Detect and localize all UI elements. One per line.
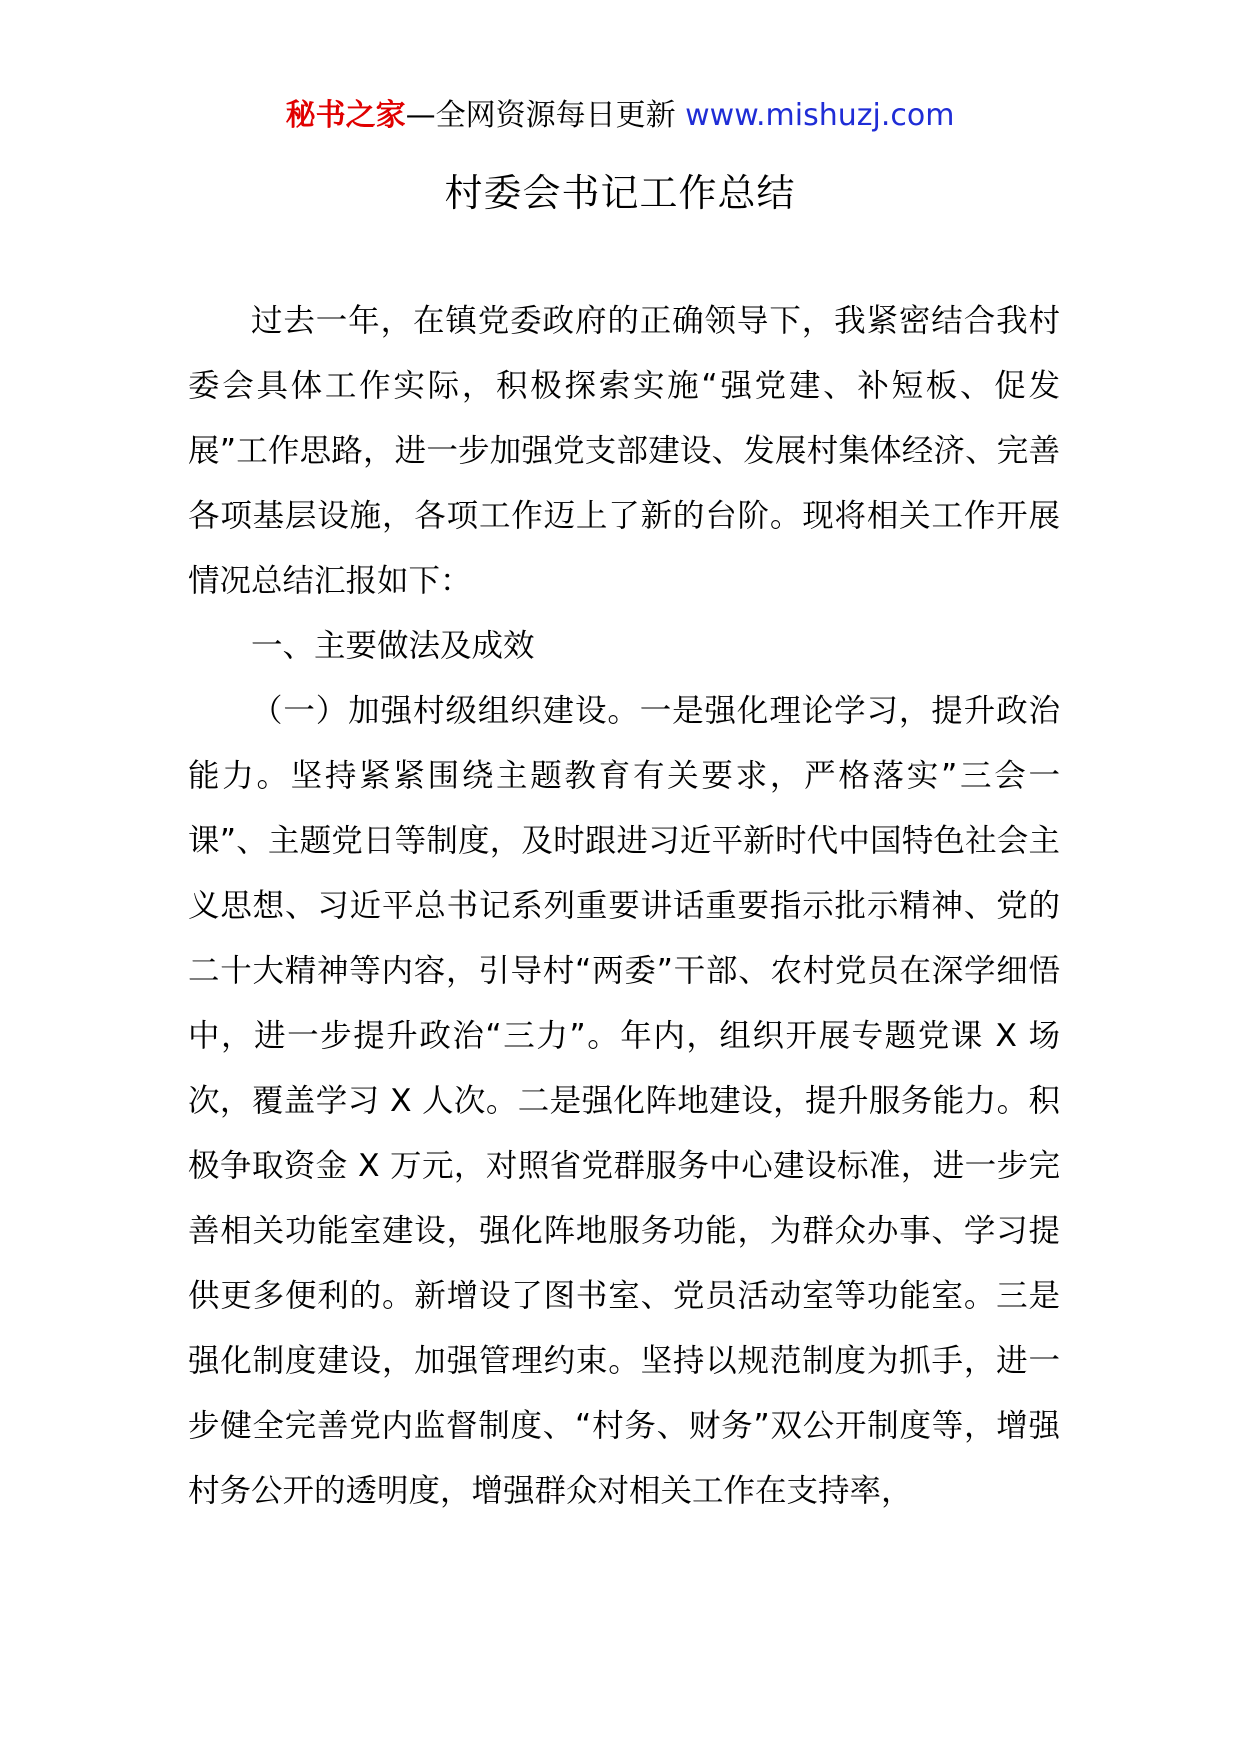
- site-brand: 秘书之家: [285, 98, 406, 133]
- document-body: [188, 289, 1060, 1524]
- body-paragraph: （一）加强村级组织建设。一是强化理论学习，提升政治能力。坚持紧紧围绕主题教育有关要求，严格落实”三会一课”、主题党日等制度，及时跟进习近平新时代中国特色社会主义思想、习近平总书记系列重要讲话重要指示批示精神、党的二十大精神等内容，引导村“两委”干部、农村党员在深学细悟中，进一步提升政治“三力”。年内，组织开展专题党课 X 场次，覆盖学习 X 人次。二是强化阵地建设，提升服务能力。积极争取资金 X 万元，对照省党群服务中心建设标准，进一步完善相关功能室建设，强化阵地服务功能，为群众办事、学习提供更多便利的。新增设了图书室、党员活动室等功能室。三是强化制度建设，加强管理约束。坚持以规范制度为抓手，进一步健全完善党内监督制度、“村务、财务”双公开制度等，增强村务公开的透明度，增强群众对相关工作在支持率，: [188, 693, 1060, 1509]
- site-header: [0, 96, 1240, 136]
- site-tagline: —全网资源每日更新: [405, 98, 686, 133]
- intro-paragraph: 过去一年，在镇党委政府的正确领导下，我紧密结合我村委会具体工作实际，积极探索实施“强党建、补短板、促发展”工作思路，进一步加强党支部建设、发展村集体经济、完善各项基层设施，各项工作迈上了新的台阶。现将相关工作开展情况总结汇报如下：: [188, 303, 1060, 599]
- document-title: 村委会书记工作总结: [444, 171, 796, 215]
- section-heading: 一、主要做法及成效: [251, 628, 535, 664]
- site-url-link[interactable]: www.mishuzj.com: [685, 98, 955, 133]
